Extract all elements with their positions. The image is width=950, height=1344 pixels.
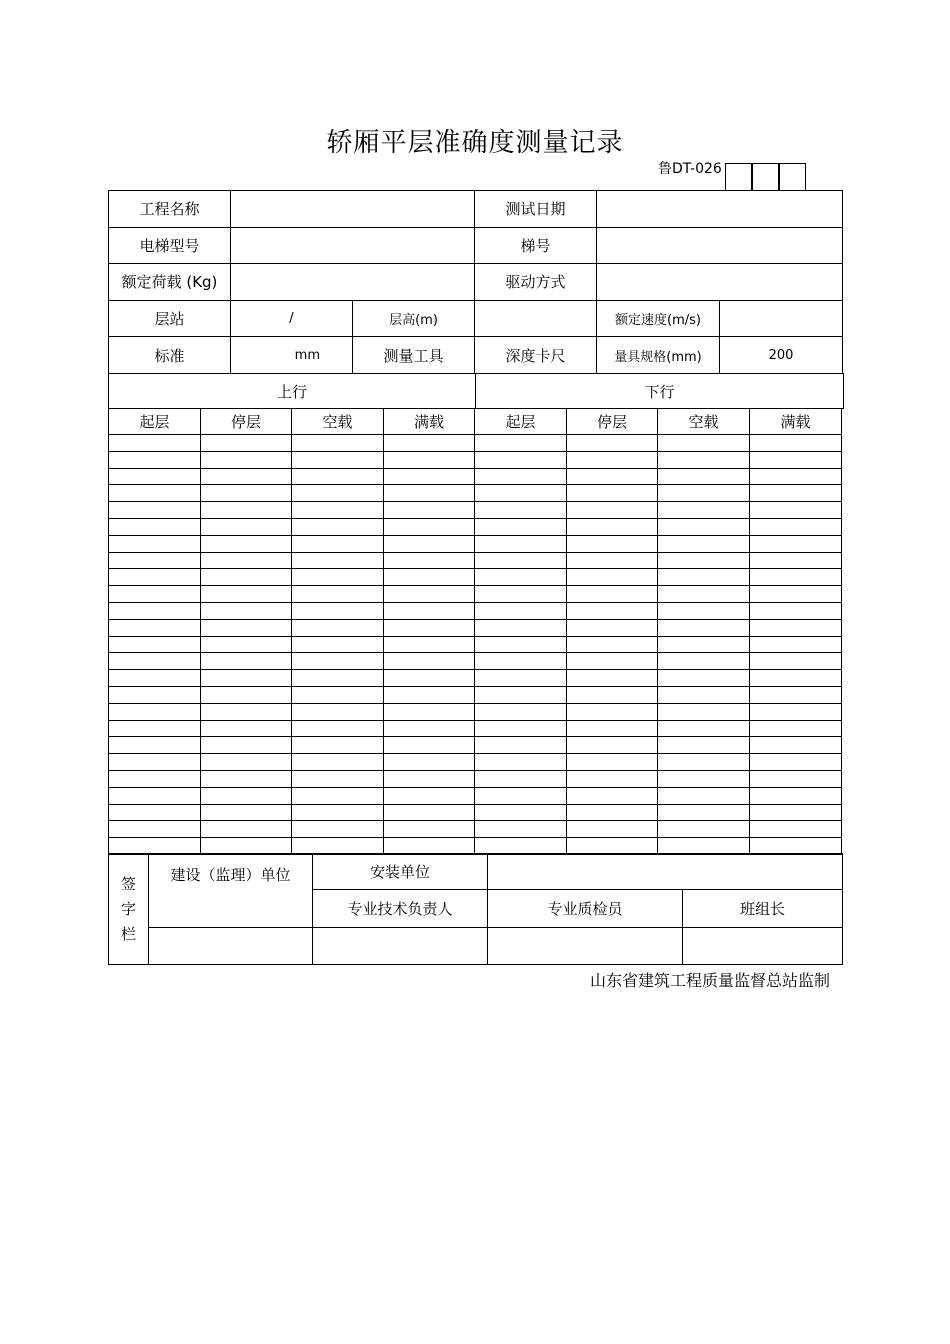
table-row [109, 737, 842, 754]
measurement-cell[interactable] [292, 804, 384, 821]
measurement-cell[interactable] [567, 737, 658, 754]
measurement-cell[interactable] [475, 435, 567, 452]
measurement-cell[interactable] [201, 451, 292, 468]
measurement-cell[interactable] [109, 770, 201, 787]
measurement-cell[interactable] [384, 804, 475, 821]
measurement-cell[interactable] [658, 737, 750, 754]
measurement-cell[interactable] [475, 720, 567, 737]
measurement-cell[interactable] [201, 787, 292, 804]
col-up-empty-load: 空载 [292, 409, 384, 435]
form-code: 鲁DT-026 [658, 161, 722, 177]
measurement-cell[interactable] [109, 535, 201, 552]
measurement-cell[interactable] [384, 535, 475, 552]
tool-spec-label: 量具规格(mm) [597, 337, 720, 374]
measurement-cell[interactable] [201, 569, 292, 586]
measurement-cell[interactable] [567, 552, 658, 569]
measurement-cell[interactable] [750, 770, 842, 787]
measurement-cell[interactable] [292, 518, 384, 535]
measurement-cell[interactable] [750, 552, 842, 569]
measurement-cell[interactable] [475, 552, 567, 569]
elevator-no-label: 梯号 [475, 227, 597, 264]
measurement-cell[interactable] [292, 535, 384, 552]
measurement-cell[interactable] [658, 703, 750, 720]
measurement-cell[interactable] [201, 703, 292, 720]
tech-lead-label: 专业技术负责人 [313, 890, 488, 928]
measurement-cell[interactable] [109, 703, 201, 720]
measurement-cell[interactable] [292, 737, 384, 754]
install-unit-label: 安装单位 [313, 854, 488, 890]
measurement-cell[interactable] [201, 485, 292, 502]
floor-height-field[interactable] [475, 300, 597, 337]
measurement-cell[interactable] [567, 502, 658, 519]
measurement-cell[interactable] [750, 586, 842, 603]
table-row [109, 838, 842, 855]
measurement-cell[interactable] [384, 569, 475, 586]
measurement-cell[interactable] [475, 569, 567, 586]
measurement-cell[interactable] [384, 838, 475, 855]
col-down-full-load: 满载 [750, 409, 842, 435]
table-row [109, 602, 842, 619]
measurement-cell[interactable] [475, 804, 567, 821]
measurement-cell[interactable] [567, 720, 658, 737]
measurement-cell[interactable] [384, 754, 475, 771]
measurement-cell[interactable] [109, 838, 201, 855]
owner-unit-signature[interactable] [149, 928, 313, 965]
measurement-cell[interactable] [567, 619, 658, 636]
measurement-cell[interactable] [750, 804, 842, 821]
measurement-cell[interactable] [292, 468, 384, 485]
measurement-cell[interactable] [475, 619, 567, 636]
measurement-cell[interactable] [292, 720, 384, 737]
measurement-cell[interactable] [567, 451, 658, 468]
measurement-cell[interactable] [201, 653, 292, 670]
measurement-cell[interactable] [292, 552, 384, 569]
measurement-cell[interactable] [384, 435, 475, 452]
measurement-cell[interactable] [109, 804, 201, 821]
measurement-cell[interactable] [109, 619, 201, 636]
code-box-3[interactable] [779, 163, 806, 190]
measurement-cell[interactable] [567, 686, 658, 703]
measurement-cell[interactable] [109, 435, 201, 452]
measurement-cell[interactable] [384, 468, 475, 485]
measurement-cell[interactable] [475, 502, 567, 519]
measurement-cell[interactable] [475, 838, 567, 855]
measurement-cell[interactable] [475, 653, 567, 670]
rated-speed-label: 额定速度(m/s) [597, 300, 720, 337]
measurement-cell[interactable] [384, 586, 475, 603]
measurement-cell[interactable] [109, 485, 201, 502]
measurement-cell[interactable] [475, 602, 567, 619]
measurement-cell[interactable] [567, 435, 658, 452]
measurement-cell[interactable] [750, 451, 842, 468]
measurement-cell[interactable] [109, 670, 201, 687]
measurement-cell[interactable] [201, 670, 292, 687]
measurement-cell[interactable] [750, 619, 842, 636]
measurement-cell[interactable] [109, 502, 201, 519]
measurement-cell[interactable] [567, 821, 658, 838]
table-row [109, 636, 842, 653]
measurement-cell[interactable] [292, 703, 384, 720]
owner-unit-label: 建设（监理）单位 [149, 854, 313, 928]
measurement-cell[interactable] [658, 535, 750, 552]
table-row [109, 770, 842, 787]
measuring-tool-value[interactable]: 深度卡尺 [475, 337, 597, 374]
measurement-cell[interactable] [750, 754, 842, 771]
measurement-cell[interactable] [567, 569, 658, 586]
floor-station-field[interactable]: / [231, 300, 353, 337]
measurement-cell[interactable] [292, 636, 384, 653]
measurement-cell[interactable] [384, 787, 475, 804]
measurement-cell[interactable] [750, 703, 842, 720]
measurement-cell[interactable] [384, 485, 475, 502]
footer-issuer: 山东省建筑工程质量监督总站监制 [590, 971, 831, 990]
measurement-cell[interactable] [475, 670, 567, 687]
measurement-cell[interactable] [475, 754, 567, 771]
measurement-cell[interactable] [109, 602, 201, 619]
measurement-cell[interactable] [658, 770, 750, 787]
measurement-cell[interactable] [475, 586, 567, 603]
measurement-cell[interactable] [292, 770, 384, 787]
measurement-cell[interactable] [201, 535, 292, 552]
measurement-cell[interactable] [384, 636, 475, 653]
measurement-cell[interactable] [109, 686, 201, 703]
measurement-cell[interactable] [475, 636, 567, 653]
measurement-cell[interactable] [109, 552, 201, 569]
measurement-cell[interactable] [384, 686, 475, 703]
drive-mode-field[interactable] [597, 264, 843, 301]
measurement-cell[interactable] [750, 435, 842, 452]
measurement-cell[interactable] [384, 703, 475, 720]
measurement-cell[interactable] [201, 686, 292, 703]
col-up-start-floor: 起层 [109, 409, 201, 435]
measurement-cell[interactable] [658, 686, 750, 703]
measurement-cell[interactable] [384, 737, 475, 754]
measurement-table [108, 408, 842, 855]
measurement-cell[interactable] [750, 686, 842, 703]
measurement-cell[interactable] [384, 821, 475, 838]
table-row [109, 703, 842, 720]
measurement-cell[interactable] [201, 468, 292, 485]
measurement-cell[interactable] [109, 569, 201, 586]
measurement-cell[interactable] [109, 586, 201, 603]
floor-height-label: 层高(m) [353, 300, 475, 337]
table-row [109, 804, 842, 821]
table-row [109, 787, 842, 804]
measurement-cell[interactable] [292, 754, 384, 771]
table-row [109, 653, 842, 670]
measurement-cell[interactable] [567, 586, 658, 603]
measurement-cell[interactable] [384, 602, 475, 619]
col-down-stop-floor: 停层 [567, 409, 658, 435]
table-row [109, 502, 842, 519]
table-row [109, 518, 842, 535]
measurement-cell[interactable] [384, 502, 475, 519]
measurement-cell[interactable] [475, 821, 567, 838]
table-row [109, 586, 842, 603]
table-row [109, 552, 842, 569]
measurement-cell[interactable] [109, 451, 201, 468]
measurement-cell[interactable] [658, 485, 750, 502]
measurement-cell[interactable] [658, 787, 750, 804]
measurement-cell[interactable] [658, 821, 750, 838]
table-row [109, 468, 842, 485]
measurement-cell[interactable] [658, 653, 750, 670]
measurement-cell[interactable] [658, 468, 750, 485]
measurement-cell[interactable] [750, 787, 842, 804]
elevator-model-field[interactable] [231, 227, 475, 264]
measurement-cell[interactable] [567, 787, 658, 804]
table-row [109, 451, 842, 468]
measurement-cell[interactable] [201, 737, 292, 754]
measurement-cell[interactable] [201, 821, 292, 838]
project-name-label: 工程名称 [109, 191, 231, 228]
measurement-cell[interactable] [750, 653, 842, 670]
measurement-cell[interactable] [109, 754, 201, 771]
measurement-cell[interactable] [475, 518, 567, 535]
measurement-cell[interactable] [750, 720, 842, 737]
rated-load-field[interactable] [231, 264, 475, 301]
code-box-2[interactable] [752, 163, 779, 190]
table-row [109, 754, 842, 771]
table-row [109, 535, 842, 552]
measurement-cell[interactable] [750, 535, 842, 552]
measurement-cell[interactable] [384, 720, 475, 737]
measurement-cell[interactable] [475, 737, 567, 754]
measurement-cell[interactable] [750, 502, 842, 519]
measurement-cell[interactable] [292, 821, 384, 838]
table-row [109, 670, 842, 687]
measurement-cell[interactable] [750, 636, 842, 653]
measurement-cell[interactable] [292, 787, 384, 804]
page-title: 轿厢平层准确度测量记录 [326, 128, 624, 158]
measurement-cell[interactable] [292, 670, 384, 687]
measurement-cell[interactable] [567, 754, 658, 771]
measurement-cell[interactable] [201, 602, 292, 619]
table-row [109, 821, 842, 838]
floor-station-label: 层站 [109, 300, 231, 337]
elevator-model-label: 电梯型号 [109, 227, 231, 264]
measurement-cell[interactable] [109, 737, 201, 754]
measurement-cell[interactable] [201, 720, 292, 737]
measurement-cell[interactable] [384, 619, 475, 636]
measurement-cell[interactable] [567, 770, 658, 787]
measurement-cell[interactable] [750, 821, 842, 838]
measurement-cell[interactable] [567, 838, 658, 855]
info-table [108, 190, 843, 374]
measurement-cell[interactable] [750, 468, 842, 485]
measurement-cell[interactable] [750, 518, 842, 535]
measurement-cell[interactable] [567, 670, 658, 687]
col-up-stop-floor: 停层 [201, 409, 292, 435]
measurement-cell[interactable] [475, 451, 567, 468]
measurement-cell[interactable] [292, 838, 384, 855]
measurement-cell[interactable] [292, 653, 384, 670]
tech-lead-signature[interactable] [313, 928, 488, 965]
measurement-cell[interactable] [475, 535, 567, 552]
measurement-cell[interactable] [201, 518, 292, 535]
measurement-cell[interactable] [567, 703, 658, 720]
measurement-cell[interactable] [750, 737, 842, 754]
measurement-cell[interactable] [292, 619, 384, 636]
measurement-cell[interactable] [658, 754, 750, 771]
measurement-cell[interactable] [567, 804, 658, 821]
measurement-cell[interactable] [658, 720, 750, 737]
table-row [109, 569, 842, 586]
test-date-label: 测试日期 [475, 191, 597, 228]
code-box-1[interactable] [725, 163, 752, 190]
down-direction-label: 下行 [476, 374, 844, 409]
measurement-cell[interactable] [475, 468, 567, 485]
measuring-tool-label: 测量工具 [353, 337, 475, 374]
measurement-cell[interactable] [658, 602, 750, 619]
col-up-full-load: 满载 [384, 409, 475, 435]
table-row [109, 619, 842, 636]
measurement-cell[interactable] [201, 586, 292, 603]
measurement-cell[interactable] [292, 569, 384, 586]
measurement-cell[interactable] [201, 838, 292, 855]
quality-inspector-label: 专业质检员 [488, 890, 683, 928]
measurement-cell[interactable] [384, 670, 475, 687]
measurement-cell[interactable] [109, 653, 201, 670]
measurement-cell[interactable] [567, 535, 658, 552]
signature-table [108, 853, 843, 965]
measurement-cell[interactable] [658, 552, 750, 569]
table-row [109, 686, 842, 703]
measurement-cell[interactable] [384, 552, 475, 569]
team-leader-signature[interactable] [683, 928, 843, 965]
measurement-cell[interactable] [292, 602, 384, 619]
measurement-cell[interactable] [658, 569, 750, 586]
measurement-cell[interactable] [658, 838, 750, 855]
measurement-cell[interactable] [567, 636, 658, 653]
quality-inspector-signature[interactable] [488, 928, 683, 965]
direction-header [108, 373, 844, 409]
table-row [109, 485, 842, 502]
measurement-cell[interactable] [658, 518, 750, 535]
measurement-cell[interactable] [475, 485, 567, 502]
measurement-cell[interactable] [109, 636, 201, 653]
col-down-start-floor: 起层 [475, 409, 567, 435]
team-leader-label: 班组长 [683, 890, 843, 928]
measurement-cell[interactable] [567, 468, 658, 485]
measurement-cell[interactable] [658, 670, 750, 687]
measurement-cell[interactable] [750, 569, 842, 586]
measurement-cell[interactable] [475, 703, 567, 720]
measurement-cell[interactable] [109, 821, 201, 838]
measurement-cell[interactable] [201, 770, 292, 787]
measurement-cell[interactable] [292, 686, 384, 703]
table-row [109, 435, 842, 452]
measurement-cell[interactable] [567, 602, 658, 619]
elevator-no-field[interactable] [597, 227, 843, 264]
rated-speed-field[interactable] [720, 300, 843, 337]
measurement-cell[interactable] [201, 435, 292, 452]
measurement-cell[interactable] [384, 653, 475, 670]
measurement-cell[interactable] [750, 838, 842, 855]
measurement-cell[interactable] [658, 451, 750, 468]
measurement-cell[interactable] [567, 518, 658, 535]
drive-mode-label: 驱动方式 [475, 264, 597, 301]
measurement-cell[interactable] [567, 485, 658, 502]
measurement-cell[interactable] [658, 435, 750, 452]
signature-section-label: 签 字 栏 [109, 854, 149, 965]
measurement-cell[interactable] [475, 770, 567, 787]
measurement-cell[interactable] [109, 518, 201, 535]
up-direction-label: 上行 [109, 374, 476, 409]
measurement-cell[interactable] [292, 502, 384, 519]
measurement-cell[interactable] [475, 686, 567, 703]
measurement-cell[interactable] [567, 653, 658, 670]
measurement-cell[interactable] [201, 619, 292, 636]
measurement-cell[interactable] [658, 636, 750, 653]
measurement-cell[interactable] [201, 804, 292, 821]
measurement-cell[interactable] [292, 451, 384, 468]
measurement-cell[interactable] [384, 451, 475, 468]
col-down-empty-load: 空载 [658, 409, 750, 435]
measurement-cell[interactable] [750, 485, 842, 502]
measurement-cell[interactable] [201, 502, 292, 519]
measurement-cell[interactable] [750, 602, 842, 619]
measurement-cell[interactable] [750, 670, 842, 687]
measurement-cell[interactable] [292, 586, 384, 603]
measurement-cell[interactable] [658, 804, 750, 821]
measurement-cell[interactable] [201, 552, 292, 569]
measurement-cell[interactable] [201, 636, 292, 653]
measurement-cell[interactable] [658, 586, 750, 603]
test-date-field[interactable] [597, 191, 843, 228]
table-row [109, 720, 842, 737]
measurement-cell[interactable] [475, 787, 567, 804]
measurement-cell[interactable] [109, 468, 201, 485]
measurement-cell[interactable] [658, 619, 750, 636]
standard-field[interactable]: mm [231, 337, 353, 374]
measurement-cell[interactable] [658, 502, 750, 519]
measurement-cell[interactable] [292, 435, 384, 452]
measurement-cell[interactable] [109, 720, 201, 737]
install-unit-field[interactable] [488, 854, 843, 890]
tool-spec-value[interactable]: 200 [720, 337, 843, 374]
measurement-cell[interactable] [384, 518, 475, 535]
measurement-cell[interactable] [384, 770, 475, 787]
measurement-cell[interactable] [201, 754, 292, 771]
standard-label: 标准 [109, 337, 231, 374]
project-name-field[interactable] [231, 191, 475, 228]
rated-load-label: 额定荷载 (Kg) [109, 264, 231, 301]
measurement-cell[interactable] [292, 485, 384, 502]
measurement-cell[interactable] [109, 787, 201, 804]
